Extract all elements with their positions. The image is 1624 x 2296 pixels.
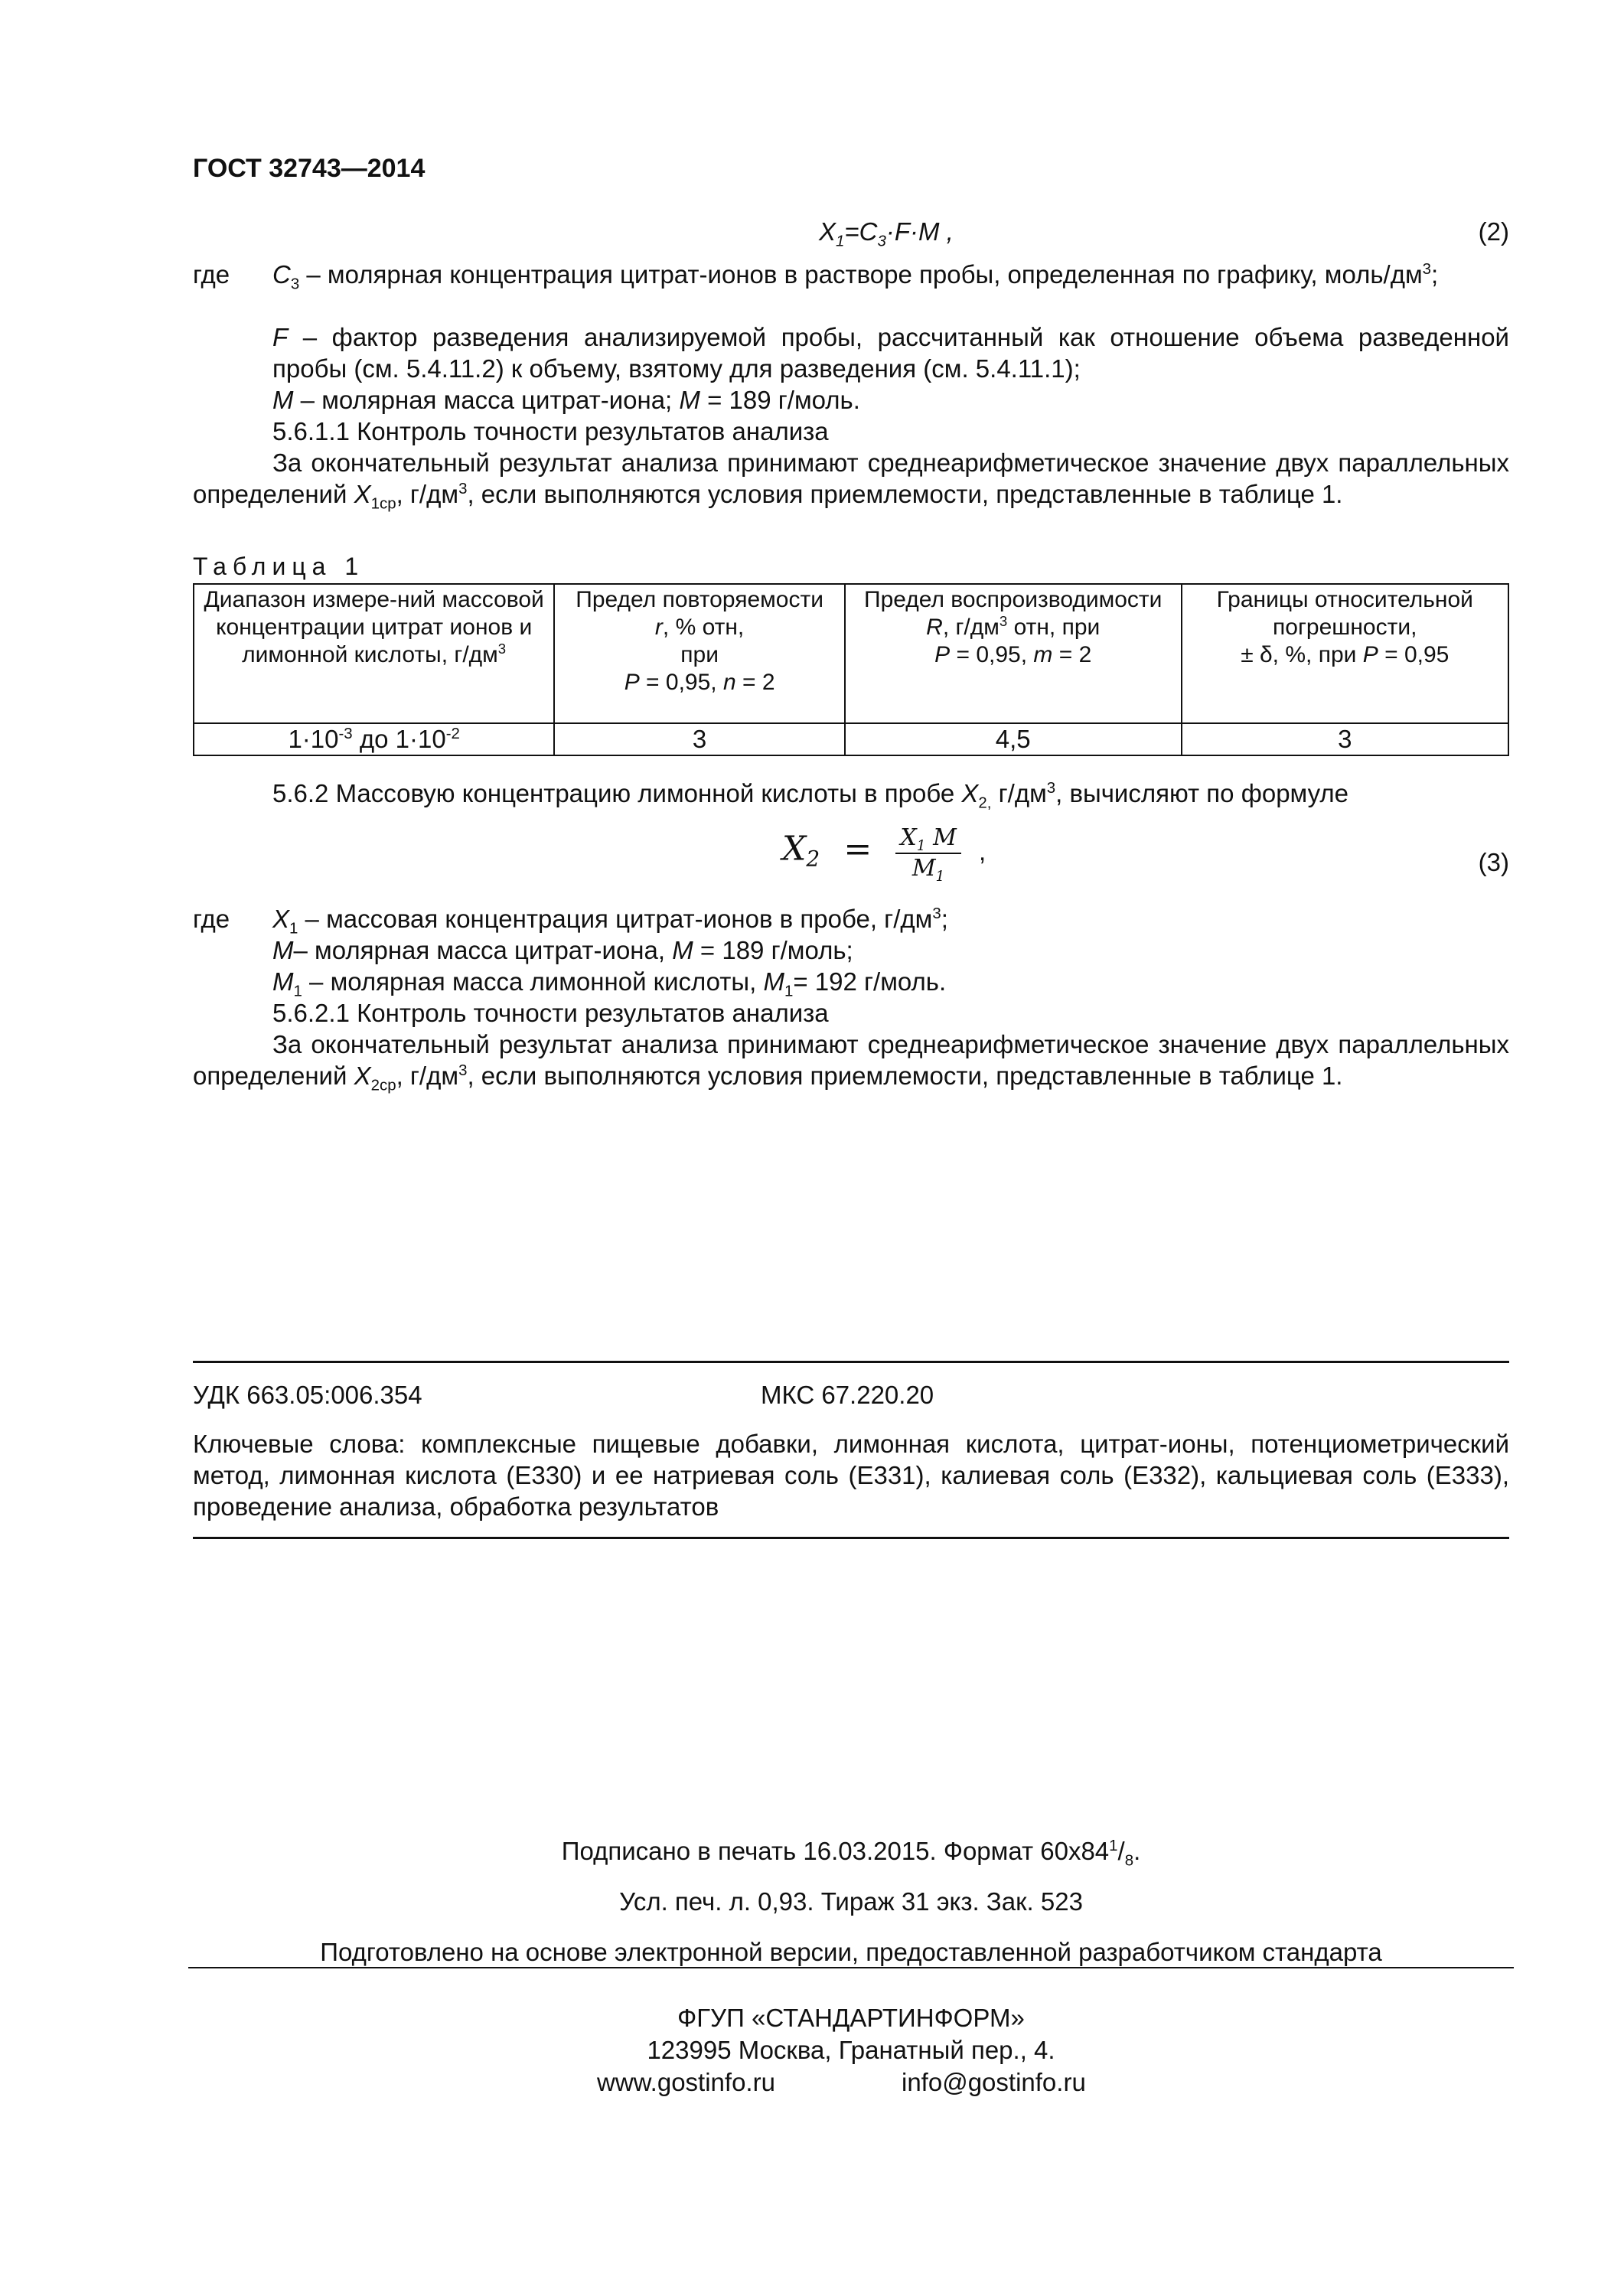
section-5611-p-mid: , г/дм xyxy=(396,480,459,508)
section-5611-p-end: , если выполняются условия приемлемости, представленные в таблице 1. xyxy=(467,480,1343,508)
publisher-address: 123995 Москва, Гранатный пер., 4. xyxy=(647,2036,1055,2064)
def-m xyxy=(272,384,1509,416)
def-m1-eq-symbol: M xyxy=(763,967,784,996)
formula-3-trail: , xyxy=(979,837,986,866)
imprint-fmt-sup: 1 xyxy=(1109,1837,1118,1854)
def-m1-text: – молярная масса лимонной кислоты, xyxy=(302,967,764,996)
formula-3-num-a-sub: 1 xyxy=(916,838,926,854)
def-m1 xyxy=(272,966,1509,1000)
imprint-signed xyxy=(193,1835,1509,1870)
def-f-symbol: F xyxy=(272,323,289,351)
section-5611-p-start: За окончательный результат анализа принимают среднеарифметическое значение двух параллельных определений xyxy=(193,448,1509,508)
header-repeat-line2: , % отн, xyxy=(662,615,745,640)
section-562-p-sup: 3 xyxy=(1046,779,1056,797)
header-range-text: Диапазон измере-ний массовой концентрации цитрат ионов и лимонной кислоты, г/дм xyxy=(204,587,544,667)
table-1-cell-reproducibility: 4,5 xyxy=(845,723,1182,755)
def-m2 xyxy=(272,934,1509,966)
formula-3 xyxy=(193,816,1509,900)
imprint-fmt-sub: 8 xyxy=(1124,1851,1134,1870)
section-5611-x: X xyxy=(354,480,371,508)
def-x1-sup: 3 xyxy=(932,905,941,922)
table-1-caption: Таблица 1 xyxy=(193,553,365,580)
imprint-signed-text: Подписано в печать 16.03.2015. Формат 60х84 xyxy=(561,1837,1110,1865)
section-5621-p-sup: 3 xyxy=(458,1062,468,1079)
def-m-text: – молярная масса цитрат-иона; xyxy=(293,386,680,414)
def-f-text: – фактор разведения анализируемой пробы, рассчитанный как отношение объема разведенной пробы (см. 5.4.11.2) к объему, взятому для разведения (см. 5.4.11.1); xyxy=(272,323,1509,383)
keywords: Ключевые слова: комплексные пищевые добавки, лимонная кислота, цитрат-ионы, потенциометрический метод, лимонная кислота (Е330) и ее натриевая соль (Е331), калиевая соль (Е332), кальциевая соль (Е333), проведение анализа, обработка результатов xyxy=(193,1430,1509,1521)
def-m1-sub: 1 xyxy=(293,982,302,1000)
def-m1-symbol: M xyxy=(272,967,294,996)
divider-top xyxy=(193,1361,1509,1363)
header-error-line1: Границы относительной погрешности, xyxy=(1216,587,1473,640)
def-f xyxy=(272,321,1509,384)
mks-code: МКС 67.220.20 xyxy=(761,1381,934,1409)
imprint-divider xyxy=(188,1967,1514,1968)
cell-range-a-sup: -3 xyxy=(338,725,353,742)
def-m2-eq-text: = 189 г/моль; xyxy=(693,936,853,964)
header-repeat-n-val: = 2 xyxy=(735,670,775,695)
header-reprod-sup: 3 xyxy=(999,613,1008,629)
table-row xyxy=(194,723,1508,755)
formula-2-c-sub: 3 xyxy=(877,232,886,250)
publisher-org: ФГУП «СТАНДАРТИНФОРМ» xyxy=(677,2004,1025,2032)
def-c3-sup: 3 xyxy=(1422,260,1432,278)
where-label-2: где xyxy=(193,905,230,933)
divider-bottom xyxy=(193,1537,1509,1539)
section-5621-x-sub: 2ср xyxy=(370,1076,396,1094)
table-1-cell-repeatability: 3 xyxy=(554,723,845,755)
header-reprod-p-sym: P xyxy=(934,642,951,667)
table-1-header-error xyxy=(1182,584,1508,723)
formula-3-eq: = xyxy=(843,829,872,869)
formula-3-number: (3) xyxy=(1478,848,1509,876)
imprint-fmt-slash: / xyxy=(1117,1837,1125,1865)
def-m2-symbol: M xyxy=(272,936,294,964)
def-x1-sub: 1 xyxy=(289,919,298,938)
table-1-cell-error: 3 xyxy=(1182,723,1508,755)
def-m-eq-symbol: M xyxy=(679,386,700,414)
header-repeat-p-sym: P xyxy=(624,670,640,695)
cell-range-mid: до 1·10 xyxy=(352,725,446,753)
def-x1 xyxy=(272,903,1509,938)
def-x1-end: ; xyxy=(941,905,948,933)
def-m1-eq-sub: 1 xyxy=(784,982,794,1000)
table-1-header-row xyxy=(194,584,1508,723)
def-m-symbol: M xyxy=(272,386,294,414)
section-562-paragraph xyxy=(193,778,1509,812)
def-m1-eq-text: = 192 г/моль. xyxy=(793,967,947,996)
imprint-fmt-end: . xyxy=(1133,1837,1141,1865)
def-c3-sub: 3 xyxy=(290,275,300,293)
def-x1-symbol: X xyxy=(272,905,290,933)
table-1-cell-range xyxy=(194,723,554,755)
header-reprod-p-val: = 0,95, xyxy=(950,642,1034,667)
section-5621-paragraph xyxy=(193,1029,1509,1094)
section-562-x: X xyxy=(961,779,979,807)
def-x1-text: – массовая концентрация цитрат-ионов в пробе, г/дм xyxy=(298,905,933,933)
def-c3-symbol: C xyxy=(272,260,291,289)
section-5621-p-end: , если выполняются условия приемлемости, представленные в таблице 1. xyxy=(467,1062,1343,1090)
def-m2-text: – молярная масса цитрат-иона, xyxy=(293,936,673,964)
header-repeat-sym: r xyxy=(654,615,663,640)
header-range-sup: 3 xyxy=(497,641,507,657)
section-5621-p-mid: , г/дм xyxy=(396,1062,459,1090)
header-reprod-m-val: = 2 xyxy=(1052,642,1092,667)
header-reprod-m-sym: m xyxy=(1033,642,1053,667)
header-error-p-val: = 0,95 xyxy=(1378,642,1450,667)
publisher-website[interactable]: www.gostinfo.ru xyxy=(597,2068,775,2096)
section-5611-paragraph xyxy=(193,447,1509,513)
def-m2-eq-symbol: M xyxy=(672,936,693,964)
formula-3-fraction xyxy=(895,823,960,883)
formula-2-number: (2) xyxy=(1478,217,1509,246)
formula-3-lhs-sub: 2 xyxy=(806,846,820,872)
section-562-p-mid: г/дм xyxy=(991,779,1047,807)
udk-code: УДК 663.05:006.354 xyxy=(193,1381,422,1409)
section-5621-p-start: За окончательный результат анализа принимают среднеарифметическое значение двух параллельных определений xyxy=(193,1030,1509,1090)
where-label-1: где xyxy=(193,260,230,289)
header-error-line2: ± δ, %, при xyxy=(1241,642,1363,667)
def-c3-text: – молярная концентрация цитрат-ионов в растворе пробы, определенная по графику, моль/дм xyxy=(299,260,1423,289)
header-error-p-sym: P xyxy=(1362,642,1378,667)
section-5621-x: X xyxy=(354,1062,371,1090)
table-1-header-reproducibility xyxy=(845,584,1182,723)
header-repeat-n-sym: n xyxy=(722,670,736,695)
cell-range-b-sup: -2 xyxy=(445,725,460,742)
cell-range-a: 1·10 xyxy=(288,725,339,753)
section-562-p-start: 5.6.2 Массовую концентрацию лимонной кислоты в пробе xyxy=(272,779,962,807)
table-1-header-range xyxy=(194,584,554,723)
section-5611-p-sup: 3 xyxy=(458,480,468,497)
def-c3-end: ; xyxy=(1431,260,1439,289)
header-repeat-p-val: = 0,95, xyxy=(639,670,723,695)
header-reprod-line2b: отн, при xyxy=(1007,615,1101,640)
section-562-x-sub: 2, xyxy=(978,794,992,812)
header-repeat-line1: Предел повторяемости xyxy=(576,587,823,612)
imprint-prepared: Подготовлено на основе электронной версии, предоставленной разработчиком стандарта xyxy=(320,1938,1382,1966)
formula-3-den: M xyxy=(911,855,936,882)
formula-3-lhs: X xyxy=(782,829,807,869)
page-header-standard: ГОСТ 32743—2014 xyxy=(193,154,426,183)
formula-3-num-b: M xyxy=(925,824,957,851)
def-m-eq-text: = 189 г/моль. xyxy=(699,386,860,414)
header-reprod-line2: , г/дм xyxy=(942,615,1000,640)
formula-3-den-sub: 1 xyxy=(935,869,945,885)
formula-2-rest: ·F·M , xyxy=(885,217,954,246)
formula-2-lhs: X xyxy=(819,217,836,246)
table-1 xyxy=(193,583,1509,756)
publisher-email[interactable]: info@gostinfo.ru xyxy=(902,2068,1086,2096)
header-reprod-line1: Предел воспроизводимости xyxy=(864,587,1163,612)
formula-3-num-a: X xyxy=(900,824,917,851)
section-5611-x-sub: 1ср xyxy=(370,494,396,513)
imprint-print-info: Усл. печ. л. 0,93. Тираж 31 экз. Зак. 523 xyxy=(619,1887,1083,1916)
formula-2-lhs-sub: 1 xyxy=(836,232,845,250)
section-562-p-end: , вычисляют по формуле xyxy=(1055,779,1348,807)
section-5611-heading: 5.6.1.1 Контроль точности результатов анализа xyxy=(272,417,829,445)
section-5621-heading: 5.6.2.1 Контроль точности результатов анализа xyxy=(272,999,829,1027)
table-1-header-repeatability xyxy=(554,584,845,723)
header-reprod-sym: R xyxy=(926,615,943,640)
def-c3 xyxy=(272,259,1509,293)
header-repeat-line3: при xyxy=(680,642,719,667)
formula-2-eq: =C xyxy=(844,217,878,246)
